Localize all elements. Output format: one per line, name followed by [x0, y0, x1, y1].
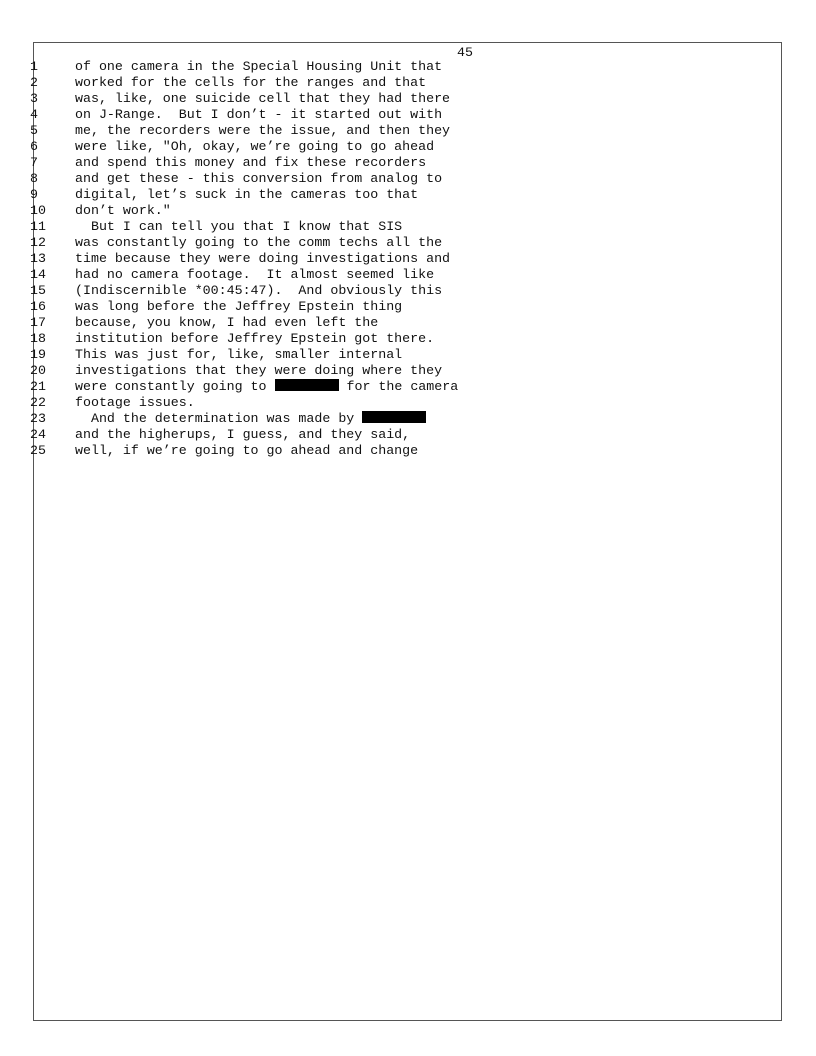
line-text: [75, 187, 418, 203]
transcript-line: [0, 427, 816, 443]
line-number: 11: [30, 219, 46, 234]
line-segment: because, you know, I had even left the: [75, 315, 379, 330]
line-text: [75, 107, 442, 123]
line-number: 10: [30, 203, 46, 218]
transcript-line: [0, 315, 816, 331]
line-number: 22: [30, 395, 46, 410]
line-number: 17: [30, 315, 46, 330]
transcript-line: [0, 187, 816, 203]
line-text: [75, 443, 418, 459]
line-segment: on J-Range. But I don’t - it started out with: [75, 107, 443, 122]
line-number: 9: [30, 187, 38, 202]
transcript-line: [0, 59, 816, 75]
line-text: [75, 203, 171, 219]
line-number: 24: [30, 427, 46, 442]
line-text: [75, 123, 450, 139]
transcript-line: [0, 347, 816, 363]
line-segment: institution before Jeffrey Epstein got there.: [75, 331, 435, 346]
line-text: [75, 395, 195, 411]
line-number: 5: [30, 123, 38, 138]
line-text: [75, 363, 442, 379]
line-number: 2: [30, 75, 38, 90]
line-text: [75, 283, 442, 299]
line-number: 8: [30, 171, 38, 186]
transcript-line: [0, 235, 816, 251]
line-segment: and get these - this conversion from analog to: [75, 171, 443, 186]
line-segment: footage issues.: [75, 395, 195, 410]
transcript-line: [0, 363, 816, 379]
line-number: 23: [30, 411, 46, 426]
line-segment: This was just for, like, smaller internal: [75, 347, 403, 362]
line-number: 6: [30, 139, 38, 154]
line-text: [75, 235, 442, 251]
line-text: [75, 347, 402, 363]
line-text: [75, 219, 402, 235]
line-segment: for the camera: [338, 379, 459, 394]
line-text: [75, 331, 434, 347]
line-segment: was, like, one suicide cell that they had there: [75, 91, 451, 106]
transcript-line: [0, 267, 816, 283]
redaction-block: [275, 379, 339, 391]
line-segment: were like, "Oh, okay, we’re going to go ahead: [75, 139, 435, 154]
line-text: [75, 171, 442, 187]
line-segment: well, if we’re going to go ahead and change: [75, 443, 419, 458]
line-text: [75, 267, 434, 283]
transcript-line: [0, 123, 816, 139]
transcript-line: [0, 331, 816, 347]
line-number: 19: [30, 347, 46, 362]
line-segment: of one camera in the Special Housing Unit that: [75, 59, 443, 74]
transcript-line: [0, 171, 816, 187]
line-number: 3: [30, 91, 38, 106]
line-number: 12: [30, 235, 46, 250]
redaction-block: [362, 411, 426, 423]
line-number: 25: [30, 443, 46, 458]
line-segment: investigations that they were doing where they: [75, 363, 443, 378]
transcript-line: [0, 107, 816, 123]
line-text: [75, 379, 458, 395]
transcript-line: [0, 443, 816, 459]
line-number: 13: [30, 251, 46, 266]
line-text: [75, 59, 442, 75]
line-text: [75, 251, 450, 267]
line-segment: and spend this money and fix these recorders: [75, 155, 427, 170]
line-text: [75, 427, 410, 443]
transcript-line: [0, 411, 816, 427]
transcript-line: [0, 139, 816, 155]
line-number: 21: [30, 379, 46, 394]
line-number: 1: [30, 59, 38, 74]
transcript-line: [0, 155, 816, 171]
line-number: 7: [30, 155, 38, 170]
line-number: 20: [30, 363, 46, 378]
line-number: 15: [30, 283, 46, 298]
line-segment: don’t work.": [75, 203, 171, 218]
line-segment: But I can tell you that I know that SIS: [75, 219, 403, 234]
transcript-line: [0, 251, 816, 267]
page-number: 45: [457, 45, 473, 60]
line-text: [75, 91, 450, 107]
transcript-line: [0, 75, 816, 91]
line-number: 16: [30, 299, 46, 314]
line-segment: was constantly going to the comm techs all the: [75, 235, 443, 250]
line-number: 18: [30, 331, 46, 346]
line-number: 4: [30, 107, 38, 122]
line-segment: me, the recorders were the issue, and then they: [75, 123, 451, 138]
transcript-line: [0, 395, 816, 411]
transcript-line: [0, 91, 816, 107]
line-number: 14: [30, 267, 46, 282]
transcript-body: [0, 59, 816, 459]
transcript-line: [0, 379, 816, 395]
transcript-line: [0, 219, 816, 235]
line-segment: had no camera footage. It almost seemed like: [75, 267, 435, 282]
line-segment: digital, let’s suck in the cameras too that: [75, 187, 419, 202]
line-segment: and the higherups, I guess, and they said,: [75, 427, 411, 442]
line-segment: was long before the Jeffrey Epstein thing: [75, 299, 403, 314]
line-text: [75, 139, 434, 155]
transcript-line: [0, 283, 816, 299]
line-text: [75, 411, 426, 427]
line-text: [75, 299, 402, 315]
line-segment: And the determination was made by: [75, 411, 363, 426]
line-segment: worked for the cells for the ranges and that: [75, 75, 427, 90]
line-text: [75, 155, 426, 171]
line-segment: were constantly going to: [75, 379, 275, 394]
line-segment: (Indiscernible *00:45:47). And obviously this: [75, 283, 443, 298]
line-text: [75, 75, 426, 91]
line-text: [75, 315, 378, 331]
line-segment: time because they were doing investigations and: [75, 251, 451, 266]
transcript-line: [0, 203, 816, 219]
transcript-line: [0, 299, 816, 315]
